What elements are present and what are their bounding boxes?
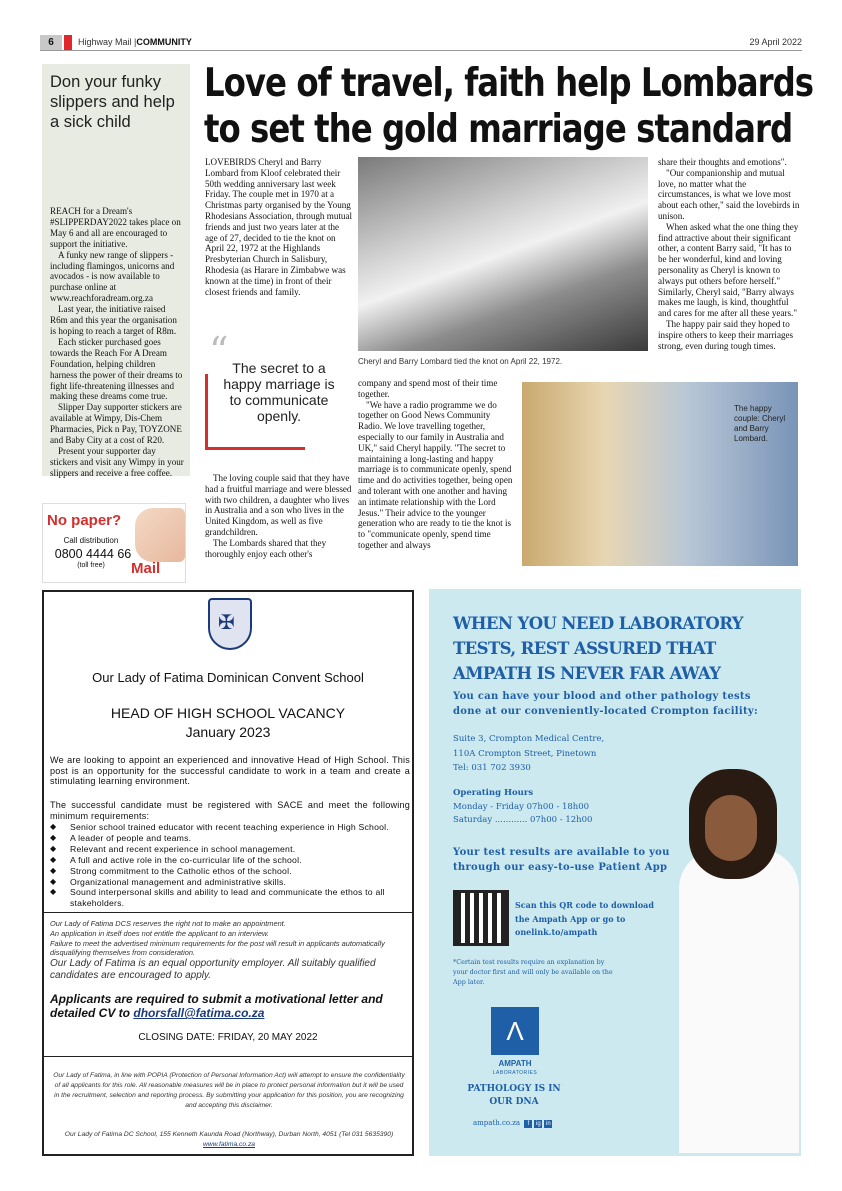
header-accent-bar <box>64 35 72 50</box>
ampath-tagline: PATHOLOGY IS IN OUR DNA <box>467 1084 561 1107</box>
publication-name: Highway Mail | <box>78 37 137 47</box>
couple-photo-caption: The happy couple: Cheryl and Barry Lombard. <box>734 404 786 443</box>
ampath-logo-subtext: LABORATORIES <box>492 1070 538 1076</box>
article-paragraph: The loving couple said that they have had a fruitful marriage and were blessed with two children, a daughter who lives in Australia and a son who lives in the United Kingdom, as well as five grandchildren. <box>205 473 352 537</box>
distribution-phone: 0800 4444 66 <box>54 547 132 561</box>
page-number: 6 <box>40 35 62 50</box>
article-column-1 <box>205 157 353 297</box>
qr-code-icon[interactable] <box>453 890 509 946</box>
ad-divider <box>44 912 412 913</box>
header-rule <box>40 50 802 51</box>
ampath-logo-text: AMPATH <box>498 1059 532 1068</box>
ampath-ad <box>429 589 801 1156</box>
requirement-item: ◆ A full and active role in the co-curricular life of the school. <box>50 855 410 866</box>
ampath-headline: WHEN YOU NEED LABORATORY TESTS, REST ASSURED THAT AMPATH IS NEVER FAR AWAY <box>453 614 743 683</box>
instagram-icon[interactable]: ig <box>536 1121 541 1127</box>
vacancy-note: Failure to meet the advertised minimum requirements for the post will result in applicants automatically disqualifying themselves from consideration. <box>50 938 385 958</box>
school-name: Our Lady of Fatima Dominican Convent School <box>92 670 364 685</box>
apply-text: Applicants are required to submit a motivational letter and detailed CV to <box>50 992 383 1020</box>
requirement-item: ◆ Sound interpersonal skills and ability to lead and communicate the ethos to all stakeholders. <box>50 887 410 909</box>
dress-shape <box>679 849 799 1153</box>
mail-logo: Mail <box>131 560 161 577</box>
quote-mark-icon: “ <box>209 329 229 373</box>
ampath-website-link[interactable]: ampath.co.za <box>473 1119 521 1127</box>
vacancy-year: January 2023 <box>185 724 271 740</box>
school-address <box>52 1130 406 1150</box>
toll-free-label: (toll free) <box>77 562 105 569</box>
headline-line-1: Love of travel, faith help Lombards <box>204 60 814 106</box>
address-line: 110A Crompton Street, Pinetown <box>453 748 597 759</box>
page-header <box>40 34 802 50</box>
requirement-item: ◆ A leader of people and teams. <box>50 833 410 844</box>
vacancy-requirements-intro: The successful candidate must be registered with SACE and meet the following minimum requirements: <box>50 800 410 821</box>
quote-rule-vertical <box>205 374 208 450</box>
requirement-item: ◆ Strong commitment to the Catholic ethos of the school. <box>50 866 410 877</box>
hours-line: Monday - Friday 07h00 - 18h00 <box>453 801 590 812</box>
sidebar-headline: Don your funky slippers and help a sick child <box>50 73 175 131</box>
sidebar-paragraph: Each sticker purchased goes towards the Reach For A Dream Foundation, helping children harness the power of their dreams to fight life-threatening illnesses and making these dreams come true. <box>50 336 183 402</box>
ad-divider <box>44 1056 412 1057</box>
wedding-photo <box>358 157 648 351</box>
article-paragraph: "Our companionship and mutual love, no matter what the circumstances, is what we love most about each other," said the lovebirds in unison. <box>658 167 800 221</box>
requirement-item: ◆ Senior school trained educator with recent teaching experience in High School. <box>50 822 410 833</box>
apply-email-link[interactable]: dhorsfall@fatima.co.za <box>133 1006 265 1020</box>
sidebar-body <box>50 206 184 479</box>
article-paragraph: The happy pair said they hoped to inspire others to keep their marriages strong, even during tough times. <box>658 318 794 351</box>
vacancy-notes <box>50 919 410 981</box>
article-paragraph: company and spend most of their time together. <box>358 378 498 399</box>
vacancy-note: Our Lady of Fatima DCS reserves the right not to make an appointment. <box>50 919 286 928</box>
popia-disclaimer: Our Lady of Fatima, in line with POPIA (Protection of Personal Information Act) will attempt to ensure the confidentiality of all applicants for this role. All reasonable measures will be in place to protect personal information but it will be used in the recruitment, selection and reporting process. By submitting your application for this position, you are recognizing and accepting this disclaimer. <box>53 1072 405 1109</box>
operating-hours <box>453 787 673 828</box>
vacancy-title: HEAD OF HIGH SCHOOL VACANCY <box>110 705 346 721</box>
facebook-icon[interactable]: f <box>524 1120 532 1128</box>
pull-quote <box>205 329 345 450</box>
pull-quote-text: The secret to a happy marriage is to communicate openly. <box>223 360 335 424</box>
issue-date: 29 April 2022 <box>749 37 802 47</box>
wedding-photo-caption: Cheryl and Barry Lombard tied the knot on April 22, 1972. <box>358 357 563 366</box>
linkedin-icon[interactable]: in <box>546 1121 551 1127</box>
requirement-item: ◆ Relevant and recent experience in school management. <box>50 844 410 855</box>
sidebar-paragraph: A funky new range of slippers - including flamingos, unicorns and avocados - is now available to purchase online at www.reachforadream.org.za <box>50 249 175 304</box>
article-column-2 <box>205 473 353 559</box>
face-shape <box>705 795 757 861</box>
sidebar-paragraph: REACH for a Dream's #SLIPPERDAY2022 takes place on May 6 and all are encouraged to support the initiative. <box>50 206 181 249</box>
article-headline <box>204 60 814 152</box>
sidebar-paragraph: Last year, the initiative raised R6m and this year the organisation is hoping to reach a target of R8m. <box>50 304 177 336</box>
address-line: Suite 3, Crompton Medical Centre, <box>453 734 605 744</box>
ampath-website <box>473 1119 552 1128</box>
requirements-list <box>50 822 410 909</box>
article-paragraph: The Lombards shared that they thoroughly enjoy each other's <box>205 537 327 559</box>
sidebar-paragraph: Slipper Day supporter stickers are available at Wimpy, Dis-Chem Pharmacies, Pick n Pay, TOYZONE and Baby City at a cost of R20. <box>50 402 182 446</box>
school-website-link[interactable]: www.fatima.co.za <box>202 1141 256 1148</box>
no-paper-box <box>42 503 186 583</box>
article-paragraph: "We have a radio programme we do together on Good News Community Radio. We love travelling together, especially to our family in Australia and UK," said Cheryl happily. "The secret to maintaining a long-lasting and happy marriage is to communicate openly, spend time and do activities together, being open and tolerant with one another and having an intimate relationship with the Lord Jesus." Their advice to the younger generation who are ready to tie the knot is to "communicate openly, spend time together and always <box>358 399 513 550</box>
patient-app-text: Your test results are available to you through our easy-to-use Patient App <box>453 847 670 873</box>
ampath-subheading: You can have your blood and other pathology tests done at our conveniently-located Crompton facility: <box>453 691 759 717</box>
sidebar-paragraph: Present your supporter day stickers and visit any Wimpy in your slippers and receive a free coffee. <box>50 445 184 478</box>
ampath-address <box>453 732 673 776</box>
article-column-3 <box>358 378 514 551</box>
requirement-item: ◆ Organizational management and administrative skills. <box>50 877 410 888</box>
hours-title: Operating Hours <box>453 788 534 798</box>
school-address-text: Our Lady of Fatima DC School, 155 Kenneth Kaunda Road (Northway), Durban North, 4051 (Tel 031 5635390) <box>64 1131 394 1138</box>
apply-instructions <box>50 992 410 1020</box>
smiling-woman-image <box>659 769 799 1153</box>
quote-rule-horizontal <box>205 447 305 450</box>
qr-instructions: Scan this QR code to download the Ampath App or go to onelink.to/ampath <box>515 900 654 937</box>
section-name: COMMUNITY <box>136 37 192 47</box>
ampath-logo-icon: Λ <box>491 1007 539 1055</box>
article-paragraph: When asked what the one thing they find attractive about their significant other, a content Barry said, "It has to be her wonderful, kind and loving personality as Cheryl is known to always put others before herself." Similarly, Cheryl said, "Barry always makes me laugh, is kind, thoughtful and cares for me after all these years." <box>658 221 799 319</box>
school-crest-icon: ✠ <box>208 598 252 650</box>
vacancy-note: An application in itself does not entitle the applicant to an interview. <box>50 928 269 938</box>
headline-line-2: to set the gold marriage standard <box>204 106 793 152</box>
article-paragraph: LOVEBIRDS Cheryl and Barry Lombard from Kloof celebrated their 50th wedding anniversary last week Friday. The couple met in 1970 at a Christmas party organised by the Young Rhodesians Association, through mutual friends and just two years later at the age of 27, decided to tie the knot on April 22, 1972 at the Highlands Presbyterian Church in Salisbury, Rhodesia (as Harare in Zimbabwe was known at the time) in front of their closest friends and family. <box>205 157 353 297</box>
sidebar-story <box>42 64 190 476</box>
results-disclaimer: *Certain test results require an explanation by your doctor first and will only be available on the App later. <box>453 958 613 986</box>
hours-line: Saturday ............ 07h00 - 12h00 <box>453 815 593 825</box>
call-distribution-label: Call distribution <box>63 536 119 545</box>
vacancy-note: Our Lady of Fatima is an equal opportunity employer. All suitably qualified candidates are encouraged to apply. <box>50 958 376 981</box>
no-paper-title: No paper? <box>47 512 122 529</box>
vacancy-heading <box>44 704 412 742</box>
vacancy-intro: We are looking to appoint an experienced and innovative Head of High School. This post is an opportunity for the successful candidate to work in a team and create a stimulating learning environment. <box>50 755 410 787</box>
article-paragraph: share their thoughts and emotions". <box>658 157 787 167</box>
closing-date: CLOSING DATE: FRIDAY, 20 MAY 2022 <box>138 1032 318 1043</box>
newspaper-roll-image <box>135 508 185 562</box>
article-column-4 <box>658 157 800 351</box>
ampath-phone: Tel: 031 702 3930 <box>453 763 531 773</box>
fatima-vacancy-ad <box>42 590 414 1156</box>
